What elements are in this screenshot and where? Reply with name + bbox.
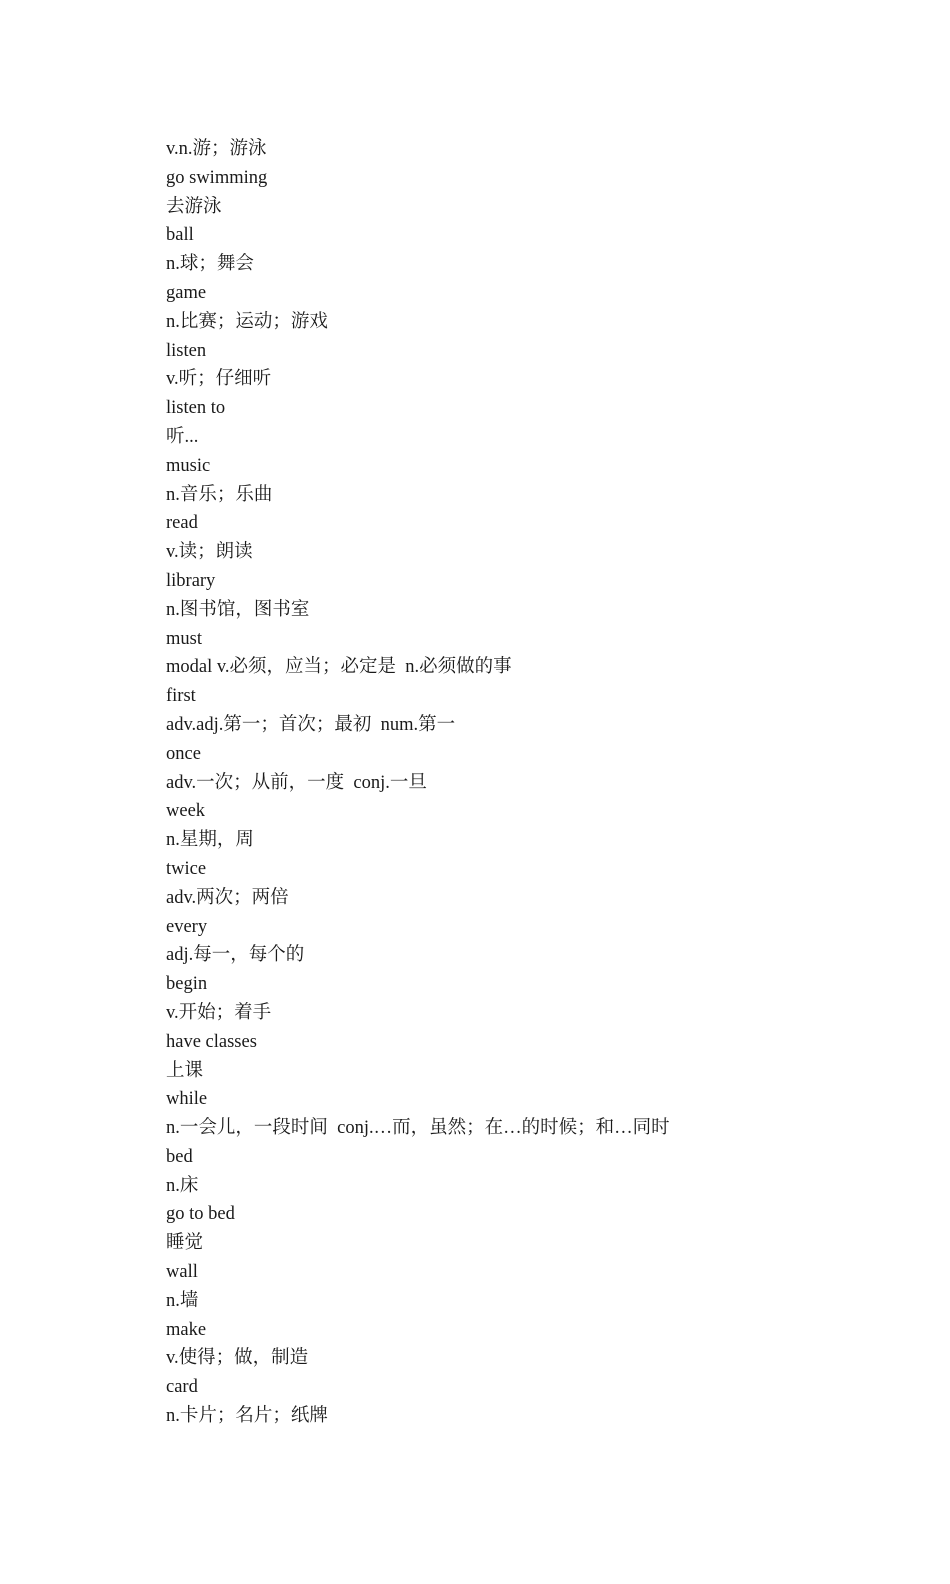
vocab-line: once (166, 743, 201, 764)
vocab-line: read (166, 513, 198, 534)
vocab-line: library (166, 570, 216, 591)
vocab-line: v.使得；做，制造 (166, 1348, 309, 1369)
vocab-line: must (166, 628, 202, 649)
vocab-line: week (166, 801, 206, 822)
vocab-line: n.星期，周 (166, 830, 254, 851)
vocab-line: v.n.游；游泳 (166, 139, 267, 159)
vocab-line: ball (166, 225, 194, 246)
vocab-line: adv.两次；两倍 (166, 887, 289, 908)
vocab-line: bed (166, 1146, 193, 1167)
vocab-line: make (166, 1319, 207, 1340)
vocab-line: n.球；舞会 (166, 254, 254, 275)
vocab-line: adv.一次；从前，一度 conj.一旦 (166, 772, 427, 793)
vocab-line: begin (166, 974, 208, 995)
vocab-line: n.一会儿，一段时间 conj.…而，虽然；在…的时候；和…同时 (166, 1118, 670, 1139)
vocab-line: adj.每一，每个的 (166, 945, 305, 966)
vocab-line: twice (166, 858, 207, 879)
vocab-line: music (166, 455, 211, 476)
vocab-line: 上课 (166, 1060, 204, 1081)
vocab-line: 去游泳 (166, 196, 222, 217)
vocab-line: go swimming (166, 167, 268, 188)
vocabulary-list (166, 135, 670, 1431)
vocab-line: n.图书馆，图书室 (166, 599, 310, 620)
vocab-line: n.床 (166, 1175, 199, 1196)
vocab-line: adv.adj.第一；首次；最初 num.第一 (166, 714, 456, 735)
vocab-line: card (166, 1377, 198, 1398)
vocab-line: v.读；朗读 (166, 542, 253, 563)
vocab-line: n.音乐；乐曲 (166, 484, 273, 505)
vocab-line: modal v.必须，应当；必定是 n.必须做的事 (166, 657, 512, 678)
vocab-line: wall (166, 1262, 198, 1283)
vocab-line: listen to (166, 398, 226, 419)
vocab-line: have classes (166, 1031, 257, 1052)
vocab-line: n.比赛；运动；游戏 (166, 311, 328, 332)
vocab-line: while (166, 1089, 208, 1110)
vocab-line: v.开始；着手 (166, 1002, 272, 1023)
vocab-line: listen (166, 340, 207, 361)
vocab-line: n.墙 (166, 1290, 199, 1311)
vocab-line: 睡觉 (166, 1233, 204, 1254)
vocab-line: n.卡片；名片；纸牌 (166, 1406, 328, 1427)
vocab-line: every (166, 916, 208, 937)
vocab-line: go to bed (166, 1204, 235, 1225)
vocab-line: game (166, 282, 207, 303)
vocab-line: 听... (166, 426, 199, 447)
vocab-line: first (166, 686, 196, 707)
vocab-line: v.听；仔细听 (166, 369, 272, 390)
